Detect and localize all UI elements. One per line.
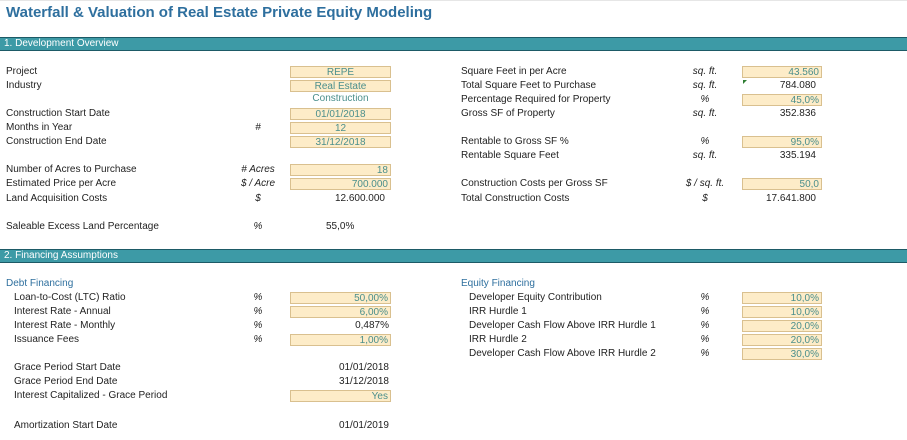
- developer-equity-label: Developer Equity Contribution: [469, 292, 602, 303]
- interest-annual-unit: %: [253, 306, 263, 317]
- interest-annual-label: Interest Rate - Annual: [14, 306, 111, 317]
- grace-start-label: Grace Period Start Date: [14, 362, 121, 373]
- irr-hurdle-2-input[interactable]: 20,0%: [742, 334, 822, 346]
- total-construction-cost-unit: $: [702, 193, 708, 204]
- construction-start-label: Construction Start Date: [6, 108, 110, 119]
- construction-cost-input[interactable]: 50,0: [742, 178, 822, 190]
- rentable-sf-unit: sq. ft.: [692, 150, 718, 161]
- gross-sf-label: Gross SF of Property: [461, 108, 555, 119]
- interest-monthly-value: 0,487%: [355, 320, 389, 331]
- developer-equity-input[interactable]: 10,0%: [742, 292, 822, 304]
- excess-land-label: Saleable Excess Land Percentage: [6, 221, 159, 232]
- industry-label: Industry: [6, 80, 42, 91]
- construction-end-input[interactable]: 31/12/2018: [290, 136, 391, 148]
- acres-label: Number of Acres to Purchase: [6, 164, 137, 175]
- pct-required-input[interactable]: 45,0%: [742, 94, 822, 106]
- interest-capitalized-label: Interest Capitalized - Grace Period: [14, 390, 168, 401]
- total-sqft-label: Total Square Feet to Purchase: [461, 80, 597, 91]
- debt-financing-heading: Debt Financing: [6, 278, 74, 289]
- pct-required-label: Percentage Required for Property: [461, 94, 611, 105]
- acres-input[interactable]: 18: [290, 164, 391, 176]
- rentable-pct-unit: %: [700, 136, 710, 147]
- page-title: Waterfall & Valuation of Real Estate Private Equity Modeling: [6, 4, 433, 21]
- irr-hurdle-1-label: IRR Hurdle 1: [469, 306, 527, 317]
- developer-cf-2-label: Developer Cash Flow Above IRR Hurdle 2: [469, 348, 656, 359]
- price-per-acre-label: Estimated Price per Acre: [6, 178, 117, 189]
- amortization-start-value: 01/01/2019: [338, 420, 389, 431]
- months-input[interactable]: 12: [290, 122, 391, 134]
- interest-capitalized-input[interactable]: Yes: [290, 390, 391, 402]
- rentable-sf-value: 335.194: [779, 150, 816, 161]
- rentable-pct-input[interactable]: 95,0%: [742, 136, 822, 148]
- grace-end-value: 31/12/2018: [338, 376, 389, 387]
- developer-cf-1-input[interactable]: 20,0%: [742, 320, 822, 332]
- amortization-start-label: Amortization Start Date: [14, 420, 118, 431]
- construction-start-input[interactable]: 01/01/2018: [290, 108, 391, 120]
- grace-start-value: 01/01/2018: [338, 362, 389, 373]
- issuance-fees-input[interactable]: 1,00%: [290, 334, 391, 346]
- developer-equity-unit: %: [700, 292, 710, 303]
- grace-end-label: Grace Period End Date: [14, 376, 118, 387]
- land-cost-unit: $: [255, 193, 261, 204]
- excess-land-unit: %: [253, 221, 263, 232]
- issuance-fees-label: Issuance Fees: [14, 334, 80, 345]
- industry-input[interactable]: Real Estate Construction: [290, 80, 391, 92]
- project-label: Project: [6, 66, 38, 77]
- project-input[interactable]: REPE: [290, 66, 391, 78]
- irr-hurdle-1-input[interactable]: 10,0%: [742, 306, 822, 318]
- sqft-per-acre-label: Square Feet in per Acre: [461, 66, 567, 77]
- issuance-fees-unit: %: [253, 334, 263, 345]
- irr-hurdle-2-label: IRR Hurdle 2: [469, 334, 527, 345]
- price-per-acre-unit: $ / Acre: [240, 178, 276, 189]
- excess-land-value: 55,0%: [326, 221, 355, 232]
- total-construction-cost-label: Total Construction Costs: [461, 193, 570, 204]
- sqft-per-acre-input[interactable]: 43.560: [742, 66, 822, 78]
- top-gridline: [0, 0, 907, 1]
- ltc-label: Loan-to-Cost (LTC) Ratio: [14, 292, 126, 303]
- construction-cost-unit: $ / sq. ft.: [685, 178, 725, 189]
- construction-end-label: Construction End Date: [6, 136, 107, 147]
- developer-cf-1-unit: %: [700, 320, 710, 331]
- interest-monthly-label: Interest Rate - Monthly: [14, 320, 116, 331]
- months-unit: #: [255, 122, 261, 133]
- gross-sf-unit: sq. ft.: [692, 108, 718, 119]
- total-construction-cost-value: 17.641.800: [765, 193, 816, 204]
- section-bar-financing: [0, 249, 907, 263]
- gross-sf-value: 352.836: [779, 108, 816, 119]
- developer-cf-2-unit: %: [700, 348, 710, 359]
- irr-hurdle-2-unit: %: [700, 334, 710, 345]
- developer-cf-2-input[interactable]: 30,0%: [742, 348, 822, 360]
- rentable-sf-label: Rentable Square Feet: [461, 150, 559, 161]
- developer-cf-1-label: Developer Cash Flow Above IRR Hurdle 1: [469, 320, 656, 331]
- sqft-per-acre-unit: sq. ft.: [692, 66, 718, 77]
- section-title-development: 1. Development Overview: [4, 38, 119, 49]
- pct-required-unit: %: [700, 94, 710, 105]
- equity-financing-heading: Equity Financing: [461, 278, 535, 289]
- total-sqft-unit: sq. ft.: [692, 80, 718, 91]
- interest-annual-input[interactable]: 6,00%: [290, 306, 391, 318]
- price-per-acre-input[interactable]: 700.000: [290, 178, 391, 190]
- interest-monthly-unit: %: [253, 320, 263, 331]
- total-sqft-value: 784.080: [779, 80, 816, 91]
- ltc-unit: %: [253, 292, 263, 303]
- section-bar-development: [0, 37, 907, 51]
- irr-hurdle-1-unit: %: [700, 306, 710, 317]
- ltc-input[interactable]: 50,00%: [290, 292, 391, 304]
- land-cost-value: 12.600.000: [334, 193, 385, 204]
- months-label: Months in Year: [6, 122, 73, 133]
- acres-unit: # Acres: [241, 164, 275, 175]
- land-cost-label: Land Acquisition Costs: [6, 193, 108, 204]
- section-title-financing: 2. Financing Assumptions: [4, 250, 118, 261]
- rentable-pct-label: Rentable to Gross SF %: [461, 136, 569, 147]
- construction-cost-label: Construction Costs per Gross SF: [461, 178, 608, 189]
